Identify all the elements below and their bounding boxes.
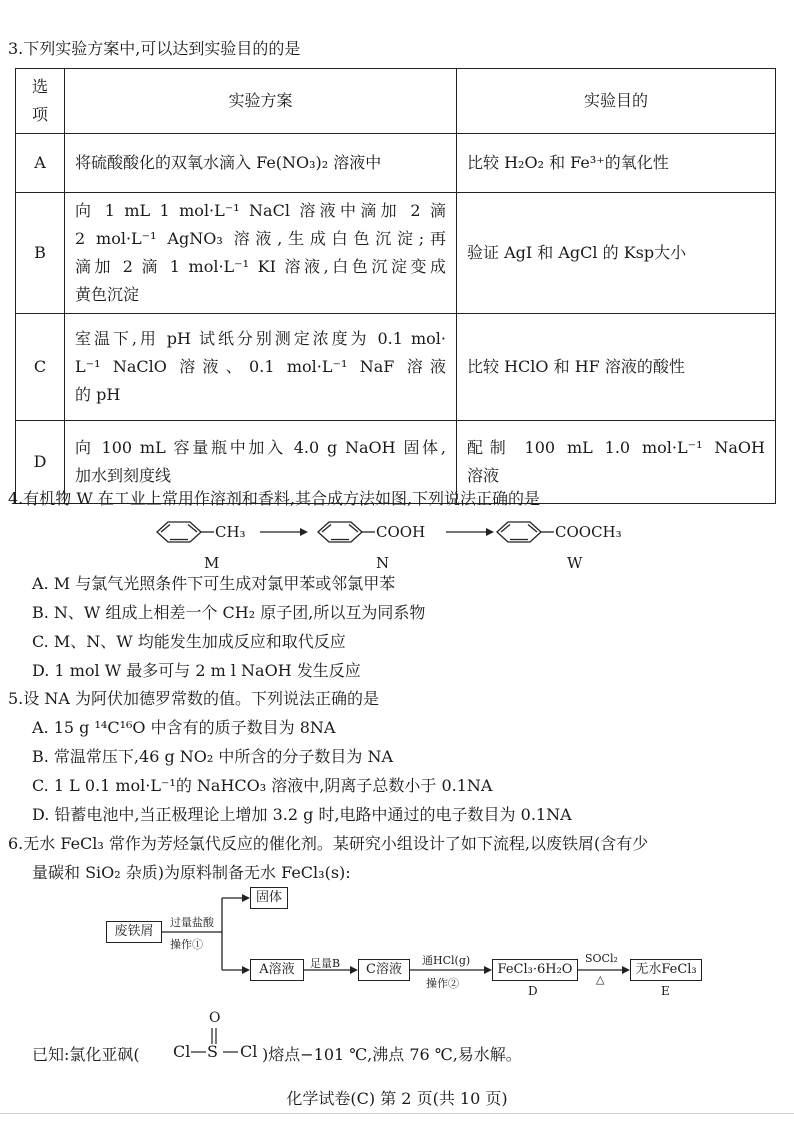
goal-cell [457,314,776,421]
socl2-cl-right: Cl [240,1042,258,1061]
plan-line: 将硫酸酸化的双氧水滴入 Fe(NO₃)₂ 溶液中 [75,153,382,172]
goal-line: 验证 AgI 和 AgCl 的 Ksp大小 [467,243,687,262]
q6-stem-line1: 6.无水 FeCl₃ 常作为芳烃氯代反应的催化剂。某研究小组设计了如下流程,以废铁屑(含有少 [8,834,649,853]
arrowhead-icon [242,966,250,974]
benzene-ring-m [157,522,214,542]
plan-line: 室温下,用 pH 试纸分别测定浓度为 0.1 mol· [75,329,446,348]
w-label: W [567,554,583,572]
table-row [16,134,776,193]
label-d: D [528,984,538,998]
box-a-solution: A溶液 [250,959,304,981]
plan-line: L⁻¹ NaClO 溶液、0.1 mol·L⁻¹ NaF 溶液 [75,357,446,376]
reagent-b: 足量B [310,957,341,970]
box-solid: 固体 [250,887,288,909]
flow-lines [0,880,794,1010]
option-label: D [16,421,65,504]
q6-stem-line2: 量碳和 SiO₂ 杂质)为原料制备无水 FeCl₃(s): [32,863,351,882]
q4-option-a: A. M 与氯气光照条件下可生成对氯甲苯或邻氯甲苯 [32,574,396,593]
arrowhead-icon [486,528,494,536]
plan-line: 向 100 mL 容量瓶中加入 4.0 g NaOH 固体, [75,438,446,457]
header-option: 选项 [16,69,65,134]
goal-line: 溶液 [467,466,500,485]
option-label: A [16,134,65,193]
synthesis-scheme [0,510,794,574]
socl2-o: O [209,1010,221,1026]
op2-label: 操作② [426,977,459,990]
box-waste-iron: 废铁屑 [106,921,162,943]
w-group: COOCH₃ [555,523,622,541]
n-label: N [376,554,390,572]
q5-option-b: B. 常温常压下,46 g NO₂ 中所含的分子数目为 NA [32,747,394,766]
reagent-hcl-excess: 过量盐酸 [170,916,214,929]
q4-option-b: B. N、W 组成上相差一个 CH₂ 原子团,所以互为同系物 [32,603,426,622]
goal-line: 比较 H₂O₂ 和 Fe³⁺的氧化性 [467,153,669,172]
goal-cell [457,193,776,314]
option-label: C [16,314,65,421]
benzene-ring-n [318,522,375,542]
plan-line: 的 pH [75,385,121,404]
arrowhead-icon [622,966,630,974]
goal-line: 比较 HClO 和 HF 溶液的酸性 [467,357,685,376]
header-plan: 实验方案 [65,69,457,134]
q5-option-d: D. 铅蓄电池中,当正极理论上增加 3.2 g 时,电路中通过的电子数目为 0.1NA [32,805,572,824]
box-d: FeCl₃·6H₂O [492,959,578,981]
q3-title: 3.下列实验方案中,可以达到实验目的的是 [8,39,301,58]
header-goal: 实验目的 [457,69,776,134]
q5-option-a: A. 15 g ¹⁴C¹⁶O 中含有的质子数目为 8NA [32,718,336,737]
box-e: 无水FeCl₃ [630,959,702,981]
goal-line: 配制 100 mL 1.0 mol·L⁻¹ NaOH [467,438,765,457]
socl2-bonds [0,1020,300,1060]
op1-label: 操作① [170,938,203,951]
q3-table [15,68,776,504]
arrowhead-icon [350,966,358,974]
plan-line: 向 1 mL 1 mol·L⁻¹ NaCl 溶液中滴加 2 滴 [75,201,446,220]
bottom-rule [0,1113,794,1114]
socl2-s: S [207,1042,218,1061]
arrowhead-icon [484,966,492,974]
box-c-solution: C溶液 [358,959,410,981]
arrowhead-icon [242,894,250,902]
q4-option-d: D. 1 mol W 最多可与 2 m l NaOH 发生反应 [32,661,361,680]
socl2-cl-left: Cl [173,1042,191,1061]
goal-cell [457,134,776,193]
page-footer: 化学试卷(C) 第 2 页(共 10 页) [286,1089,508,1108]
plan-cell [65,314,457,421]
plan-cell [65,134,457,193]
reagent-hcl-gas: 通HCl(g) [422,954,471,967]
known-suffix: )熔点−101 ℃,沸点 76 ℃,易水解。 [262,1045,522,1064]
plan-line: 2 mol·L⁻¹ AgNO₃ 溶液,生成白色沉淀;再 [75,229,446,248]
plan-cell [65,193,457,314]
n-group: COOH [376,523,426,541]
arrowhead-icon [300,528,308,536]
option-label: B [16,193,65,314]
plan-line: 滴加 2 滴 1 mol·L⁻¹ KI 溶液,白色沉淀变成 [75,257,446,276]
m-group: CH₃ [215,523,246,541]
q4-option-c: C. M、N、W 均能发生加成反应和取代反应 [32,632,346,651]
heat-icon: △ [596,973,605,986]
q5-stem: 5.设 NA 为阿伏加德罗常数的值。下列说法正确的是 [8,689,379,708]
reagent-socl2: SOCl₂ [585,952,618,965]
table-row [16,314,776,421]
plan-line: 黄色沉淀 [75,285,140,304]
known-prefix: 已知:氯化亚砜( [32,1045,140,1064]
q5-option-c: C. 1 L 0.1 mol·L⁻¹的 NaHCO₃ 溶液中,阴离子总数小于 0.1NA [32,776,493,795]
q4-stem: 4.有机物 W 在工业上常用作溶剂和香料,其合成方法如图,下列说法正确的是 [8,489,541,508]
benzene-ring-w [497,522,554,542]
m-label: M [204,554,220,572]
label-e: E [661,984,670,998]
table-row [16,193,776,314]
plan-line: 加水到刻度线 [75,466,172,485]
